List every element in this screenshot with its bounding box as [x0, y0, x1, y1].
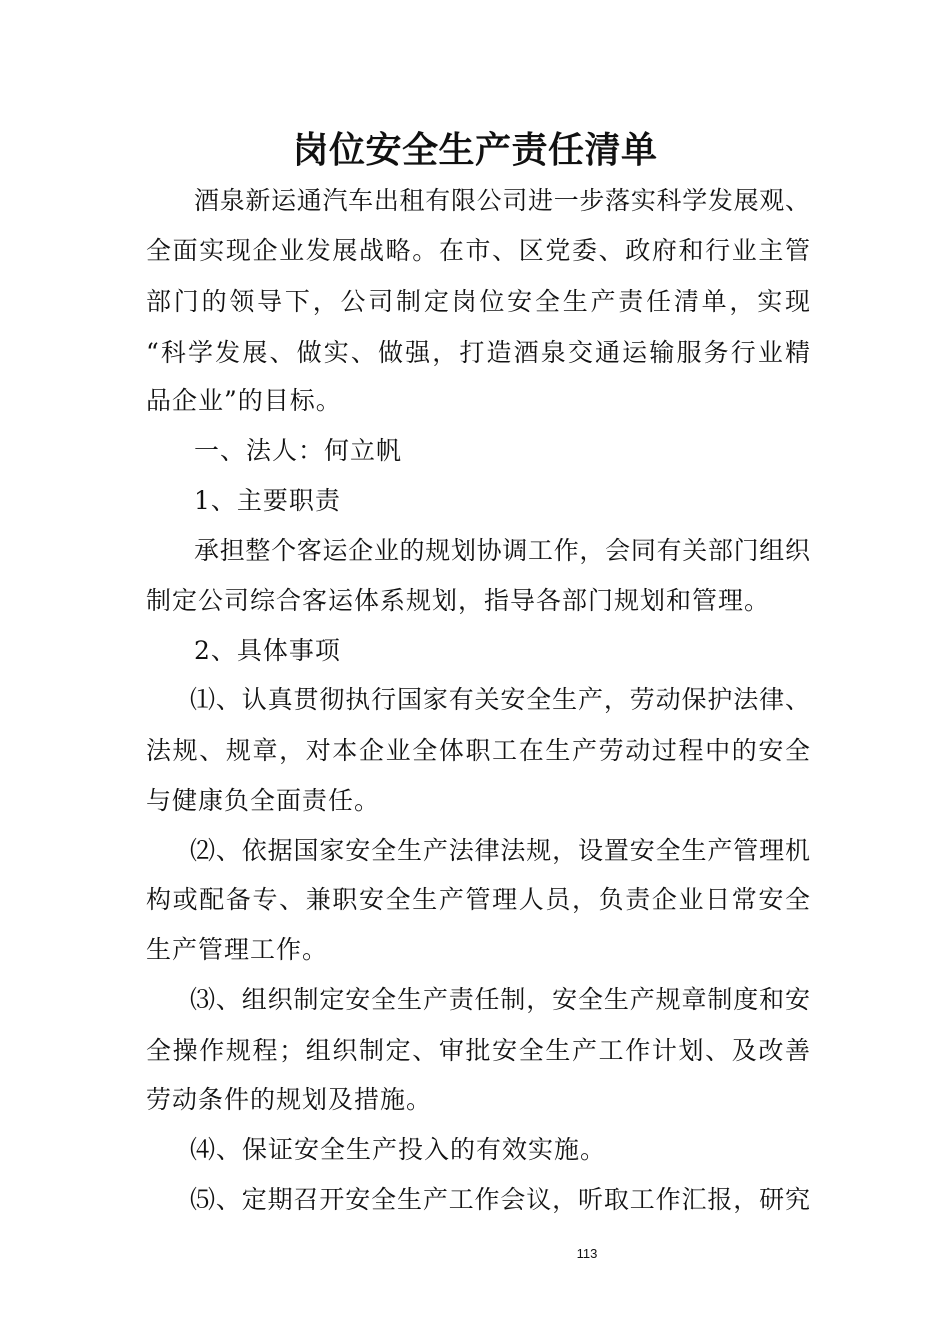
item-2-line-2: 构或配备专、兼职安全生产管理人员，负责企业日常安全	[146, 885, 810, 914]
subheading-main-duties: 1、主要职责	[194, 486, 341, 515]
item-3-line-1: ⑶、组织制定安全生产责任制，安全生产规章制度和安	[190, 985, 810, 1014]
text-line-8: 承担整个客运企业的规划协调工作，会同有关部门组织	[194, 536, 810, 565]
text-line-5: 品企业”的目标。	[146, 386, 342, 415]
text-line-3: 部门的领导下，公司制定岗位安全生产责任清单，实现	[146, 287, 810, 316]
text-line-1: 酒泉新运通汽车出租有限公司进一步落实科学发展观、	[194, 186, 810, 215]
item-2-line-3: 生产管理工作。	[146, 935, 329, 964]
item-3-line-3: 劳动条件的规划及措施。	[146, 1085, 433, 1114]
item-3-line-2: 全操作规程；组织制定、审批安全生产工作计划、及改善	[146, 1036, 810, 1065]
text-line-2: 全面实现企业发展战略。在市、区党委、政府和行业主管	[146, 236, 810, 265]
item-5-line-1: ⑸、定期召开安全生产工作会议，听取工作汇报，研究	[190, 1185, 810, 1214]
document-title: 岗位安全生产责任清单	[292, 130, 658, 171]
item-1-line-2: 法规、规章，对本企业全体职工在生产劳动过程中的安全	[146, 736, 810, 765]
text-line-4: “科学发展、做实、做强，打造酒泉交通运输服务行业精	[146, 338, 810, 367]
text-line-9: 制定公司综合客运体系规划，指导各部门规划和管理。	[146, 586, 771, 615]
item-1-line-3: 与健康负全面责任。	[146, 786, 381, 815]
section-heading-legal-person: 一、法人：何立帆	[194, 436, 403, 465]
page-number: 113	[576, 1246, 598, 1261]
subheading-specific-items: 2、具体事项	[194, 636, 341, 665]
item-1-line-1: ⑴、认真贯彻执行国家有关安全生产，劳动保护法律、	[190, 685, 810, 714]
item-4-line-1: ⑷、保证安全生产投入的有效实施。	[190, 1135, 607, 1164]
item-2-line-1: ⑵、依据国家安全生产法律法规，设置安全生产管理机	[190, 836, 810, 865]
